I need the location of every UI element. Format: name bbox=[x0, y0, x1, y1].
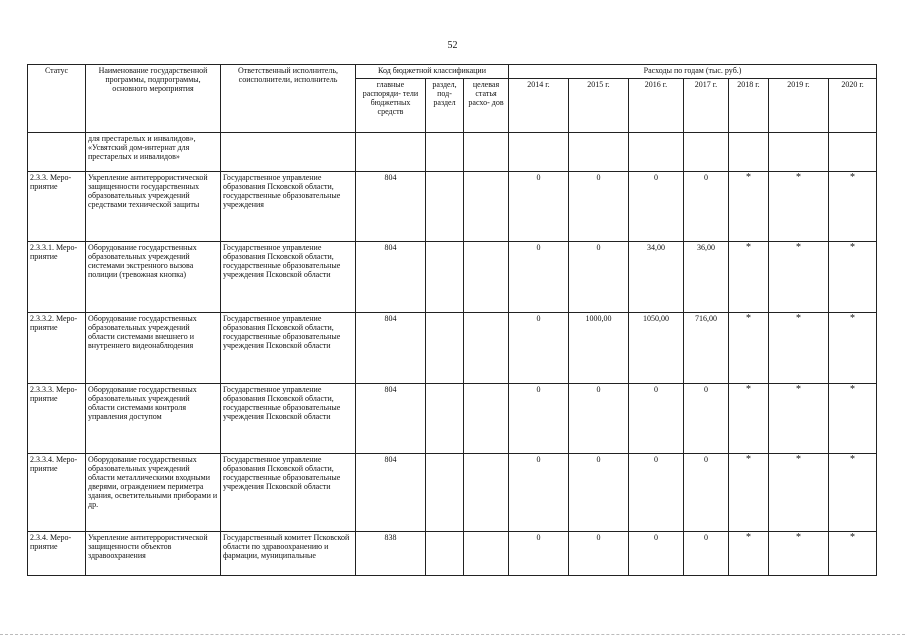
cell-value: * bbox=[769, 313, 829, 384]
cell-value: * bbox=[829, 242, 877, 313]
cell-executor: Государственное управление образования Псковской области, государственные образовательные учреждения bbox=[221, 172, 356, 242]
cell-code-main: 804 bbox=[356, 313, 426, 384]
cell-code-target bbox=[464, 133, 509, 172]
cell-status: 2.3.3.4. Меро- приятие bbox=[28, 454, 86, 532]
cell-value: 716,00 bbox=[684, 313, 729, 384]
cell-value: * bbox=[769, 532, 829, 576]
cell-status: 2.3.3. Меро- приятие bbox=[28, 172, 86, 242]
cell-code-main: 804 bbox=[356, 454, 426, 532]
cell-name: Оборудование государственных образовательных учреждений области системами внешнего и внутреннего видеонаблюдения bbox=[86, 313, 221, 384]
cell-executor bbox=[221, 133, 356, 172]
cell-code-main: 804 bbox=[356, 384, 426, 454]
cell-value: * bbox=[729, 242, 769, 313]
cell-executor: Государственный комитет Псковской области по здравоохранению и фармации, муниципальные bbox=[221, 532, 356, 576]
cell-executor: Государственное управление образования Псковской области, государственные образовательные учреждения Псковской области bbox=[221, 384, 356, 454]
page-number: 52 bbox=[447, 40, 458, 51]
header-row-1 bbox=[28, 65, 877, 79]
cell-value: 0 bbox=[684, 384, 729, 454]
cell-code-main bbox=[356, 133, 426, 172]
cell-value: 0 bbox=[629, 454, 684, 532]
cell-value bbox=[509, 133, 569, 172]
cell-status: 2.3.4. Меро- приятие bbox=[28, 532, 86, 576]
cell-code-target bbox=[464, 313, 509, 384]
cell-name: Оборудование государственных образовательных учреждений области металлическими входными дверями, ограждением периметра здания, осветительными приборами и др. bbox=[86, 454, 221, 532]
cell-value: * bbox=[769, 242, 829, 313]
header-code-section: раздел, под- раздел bbox=[426, 79, 464, 133]
cell-value: 0 bbox=[629, 532, 684, 576]
cell-value: * bbox=[769, 454, 829, 532]
cell-value: 1000,00 bbox=[569, 313, 629, 384]
cell-code-target bbox=[464, 532, 509, 576]
cell-value: * bbox=[729, 313, 769, 384]
cell-code-target bbox=[464, 242, 509, 313]
cell-value: 0 bbox=[569, 242, 629, 313]
cell-value: 0 bbox=[509, 384, 569, 454]
cell-value: 0 bbox=[509, 532, 569, 576]
table-row bbox=[28, 454, 877, 532]
cell-value: 0 bbox=[569, 384, 629, 454]
cell-value: 0 bbox=[629, 384, 684, 454]
cell-name: Укрепление антитеррористической защищенности объектов здравоохранения bbox=[86, 532, 221, 576]
cell-code-main: 838 bbox=[356, 532, 426, 576]
cell-status: 2.3.3.2. Меро- приятие bbox=[28, 313, 86, 384]
cell-value: 36,00 bbox=[684, 242, 729, 313]
table-row bbox=[28, 313, 877, 384]
cell-value: 0 bbox=[509, 454, 569, 532]
header-year: 2015 г. bbox=[569, 79, 629, 133]
cell-code-main: 804 bbox=[356, 242, 426, 313]
cell-value: * bbox=[829, 532, 877, 576]
cell-value: 0 bbox=[569, 172, 629, 242]
cell-code-target bbox=[464, 384, 509, 454]
cell-value: * bbox=[829, 313, 877, 384]
header-year: 2017 г. bbox=[684, 79, 729, 133]
cell-code-section bbox=[426, 532, 464, 576]
table-row bbox=[28, 242, 877, 313]
cell-code-section bbox=[426, 454, 464, 532]
cell-code-section bbox=[426, 242, 464, 313]
cell-value bbox=[729, 133, 769, 172]
cell-code-section bbox=[426, 384, 464, 454]
cell-value bbox=[569, 133, 629, 172]
cell-value bbox=[769, 133, 829, 172]
header-budget-code: Код бюджетной классификации bbox=[356, 65, 509, 79]
header-year: 2014 г. bbox=[509, 79, 569, 133]
header-executor: Ответственный исполнитель, соисполнители, исполнитель bbox=[221, 65, 356, 133]
cell-value bbox=[684, 133, 729, 172]
cell-value: 0 bbox=[569, 454, 629, 532]
header-year: 2018 г. bbox=[729, 79, 769, 133]
cell-executor: Государственное управление образования Псковской области, государственные образовательные учреждения Псковской области bbox=[221, 242, 356, 313]
cell-status bbox=[28, 133, 86, 172]
cell-value: 0 bbox=[684, 454, 729, 532]
page-edge-rule bbox=[0, 634, 905, 635]
budget-table bbox=[27, 64, 877, 576]
cell-value: 0 bbox=[509, 172, 569, 242]
cell-value: 0 bbox=[684, 172, 729, 242]
header-code-target: целевая статья расхо- дов bbox=[464, 79, 509, 133]
cell-value: 0 bbox=[509, 242, 569, 313]
cell-code-section bbox=[426, 133, 464, 172]
header-name: Наименование государственной программы, подпрограммы, основного мероприятия bbox=[86, 65, 221, 133]
cell-value: * bbox=[769, 172, 829, 242]
header-code-main: главные распоряди- тели бюджетных средств bbox=[356, 79, 426, 133]
cell-value: * bbox=[729, 454, 769, 532]
cell-value: * bbox=[829, 172, 877, 242]
cell-value: * bbox=[729, 532, 769, 576]
header-status: Статус bbox=[28, 65, 86, 133]
cell-value: 1050,00 bbox=[629, 313, 684, 384]
cell-status: 2.3.3.3. Меро- приятие bbox=[28, 384, 86, 454]
cell-value bbox=[829, 133, 877, 172]
cell-status: 2.3.3.1. Меро- приятие bbox=[28, 242, 86, 313]
cell-name: Укрепление антитеррористической защищенности государственных образовательных учреждений средствами технической защиты bbox=[86, 172, 221, 242]
cell-executor: Государственное управление образования Псковской области, государственные образовательные учреждения Псковской области bbox=[221, 313, 356, 384]
cell-name: Оборудование государственных образовательных учреждений области системами контроля управления доступом bbox=[86, 384, 221, 454]
table-row bbox=[28, 384, 877, 454]
cell-value: * bbox=[829, 384, 877, 454]
cell-code-target bbox=[464, 454, 509, 532]
header-year: 2016 г. bbox=[629, 79, 684, 133]
cell-value bbox=[629, 133, 684, 172]
cell-value: 0 bbox=[684, 532, 729, 576]
header-year: 2020 г. bbox=[829, 79, 877, 133]
cell-value: * bbox=[769, 384, 829, 454]
cell-code-section bbox=[426, 172, 464, 242]
header-year: 2019 г. bbox=[769, 79, 829, 133]
cell-code-section bbox=[426, 313, 464, 384]
cell-code-target bbox=[464, 172, 509, 242]
cell-value: * bbox=[729, 384, 769, 454]
header-expenses: Расходы по годам (тыс. руб.) bbox=[509, 65, 877, 79]
cell-value: * bbox=[829, 454, 877, 532]
cell-name: Оборудование государственных образовательных учреждений системами экстренного вызова полиции (тревожная кнопка) bbox=[86, 242, 221, 313]
cell-value: * bbox=[729, 172, 769, 242]
cell-code-main: 804 bbox=[356, 172, 426, 242]
table-row bbox=[28, 172, 877, 242]
cell-name: для престарелых и инвалидов», «Усвятский дом-интернат для престарелых и инвалидов» bbox=[86, 133, 221, 172]
table-row bbox=[28, 133, 877, 172]
cell-value: 0 bbox=[629, 172, 684, 242]
cell-executor: Государственное управление образования Псковской области, государственные образовательные учреждения Псковской области bbox=[221, 454, 356, 532]
cell-value: 0 bbox=[509, 313, 569, 384]
cell-value: 0 bbox=[569, 532, 629, 576]
table-row bbox=[28, 532, 877, 576]
cell-value: 34,00 bbox=[629, 242, 684, 313]
